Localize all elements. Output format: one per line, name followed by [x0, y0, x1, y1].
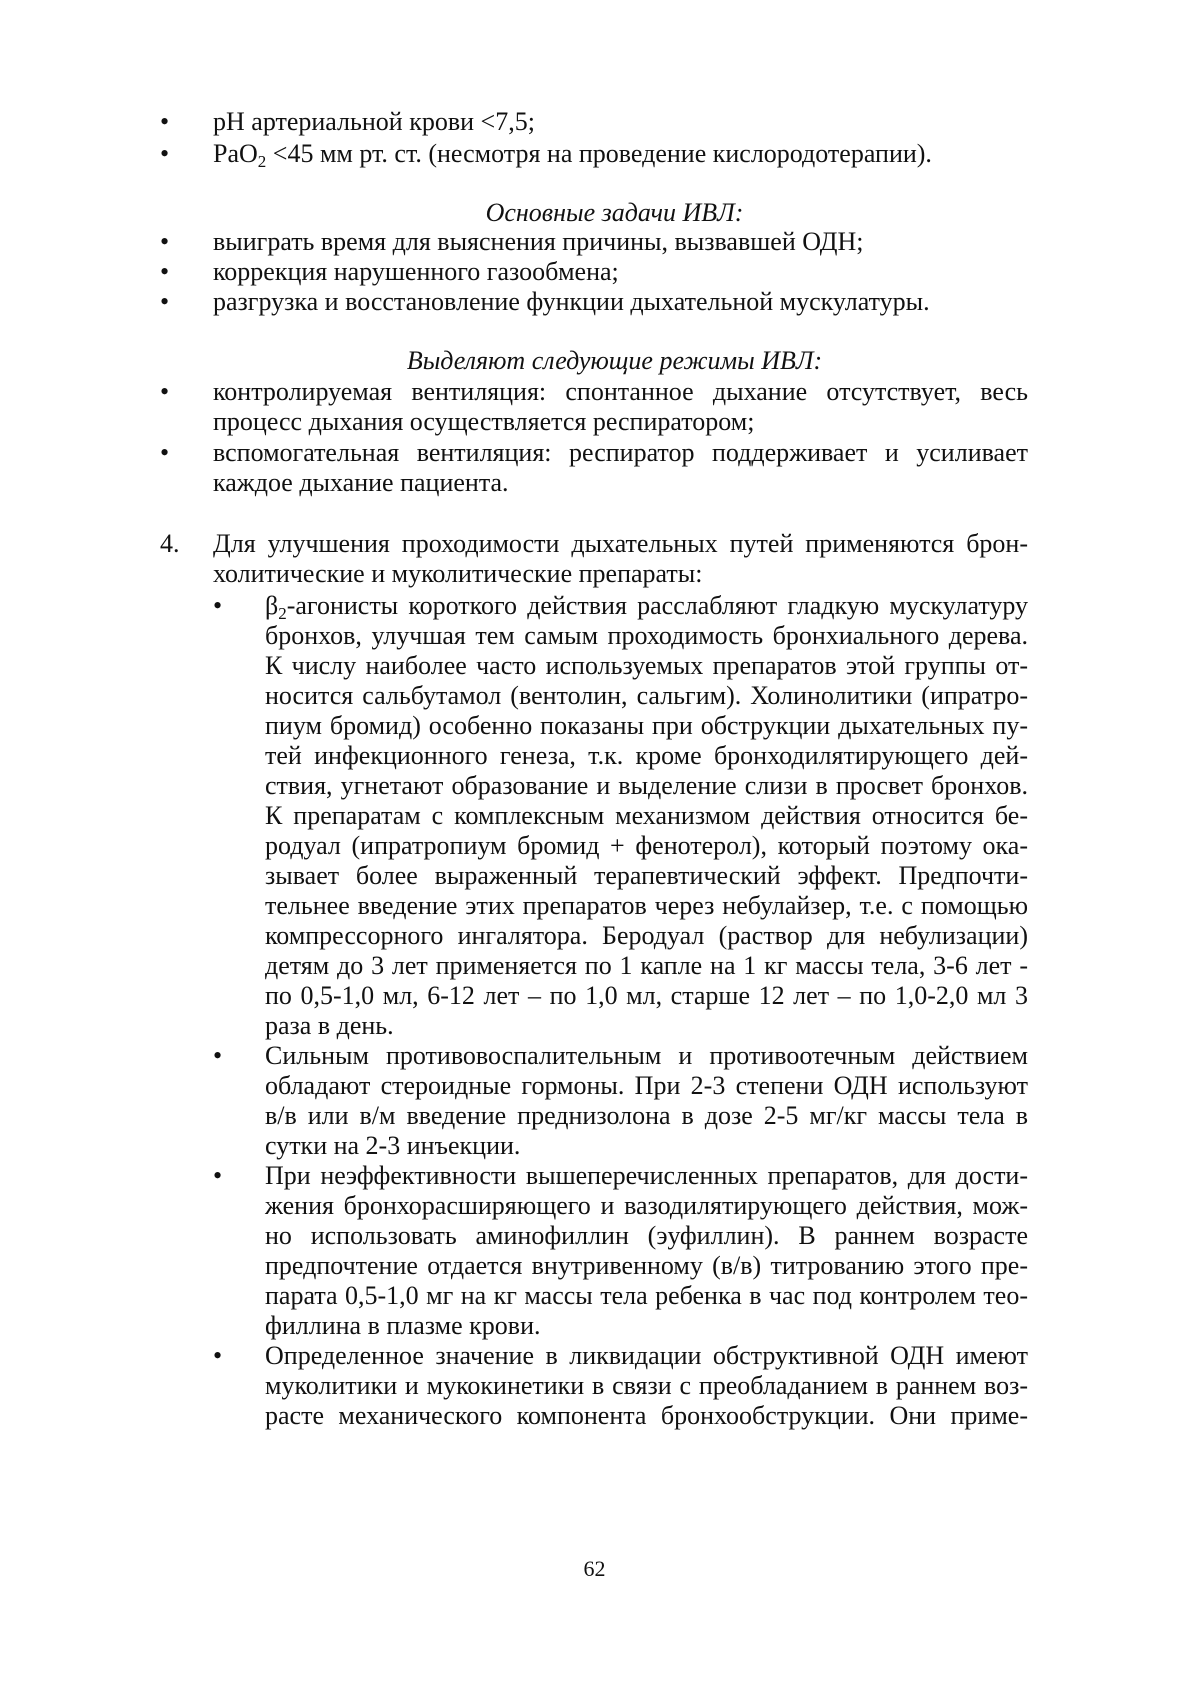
bullet-mark: •: [213, 591, 223, 620]
sub-list-item-text: но использовать аминофиллин (эуфиллин). В раннем возрасте: [265, 1221, 1028, 1250]
bullet-mark: •: [160, 227, 170, 256]
sub-list-item-text: Сильным противовоспалительным и противоотечным действием: [265, 1041, 1028, 1070]
list-item-text: PaO$_2$ <45 мм рт. ст. (несмотря на проведение кислородотерапии).: [213, 139, 932, 171]
sub-list-item-text: расте механического компонента бронхообструкции. Они приме-: [265, 1401, 1028, 1430]
list-item-text: выиграть время для выяснения причины, вызвавшей ОДН;: [213, 227, 864, 256]
sub-list-item-text: К числу наиболее часто используемых препаратов этой группы от-: [265, 651, 1028, 680]
item-number: 4.: [160, 529, 180, 558]
sub-list-item-text: в/в или в/м введение преднизолона в дозе 2-5 мг/кг массы тела в: [265, 1101, 1028, 1130]
list-item-text: коррекция нарушенного газообмена;: [213, 257, 619, 286]
sub-list-item-text: При неэффективности вышеперечисленных препаратов, для дости-: [265, 1161, 1028, 1190]
bullet-mark: •: [160, 107, 170, 136]
bullet-mark: •: [160, 377, 170, 406]
page-number: 62: [583, 1556, 606, 1581]
sub-list-item-text: К препаратам с комплексным механизмом действия относится бе-: [265, 801, 1028, 830]
section-heading-modes: Выделяют следующие режимы ИВЛ:: [406, 346, 823, 375]
sub-list-item-text: сутки на 2-3 инъекции.: [265, 1131, 521, 1160]
sub-list-item-text: муколитики и мукокинетики в связи с преобладанием в раннем воз-: [265, 1371, 1028, 1400]
section-heading-tasks: Основные задачи ИВЛ:: [485, 198, 744, 227]
list-item-text: контролируемая вентиляция: спонтанное дыхание отсутствует, весь: [213, 377, 1028, 406]
sub-list-item-text: жения бронхорасширяющего и вазодилятирующего действия, мож-: [265, 1191, 1028, 1220]
bullet-mark: •: [160, 139, 170, 168]
sub-list-item-text: предпочтение отдается внутривенному (в/в) титрованию этого пре-: [265, 1251, 1028, 1280]
sub-list-item-text: $\beta_2$-агонисты короткого действия расслабляют гладкую мускулатуру: [265, 591, 1028, 623]
sub-list-item-text: парата 0,5-1,0 мг на кг массы тела ребенка в час под контролем тео-: [265, 1281, 1028, 1310]
list-item-text: процесс дыхания осуществляется респиратором;: [213, 407, 755, 436]
bullet-mark: •: [160, 287, 170, 316]
bullet-mark: •: [213, 1161, 223, 1190]
sub-list-item-text: компрессорного ингалятора. Беродуал (раствор для небулизации): [265, 921, 1028, 950]
sub-list-item-text: зывает более выраженный терапевтический эффект. Предпочти-: [265, 861, 1028, 890]
list-item-text: pH артериальной крови <7,5;: [213, 107, 535, 136]
list-item-text: каждое дыхание пациента.: [213, 468, 509, 497]
numbered-item-text: холитические и муколитические препараты:: [213, 559, 703, 588]
sub-list-item-text: носится сальбутамол (вентолин, сальгим). Холинолитики (ипратро-: [265, 681, 1028, 710]
sub-list-item-text: филлина в плазме крови.: [265, 1311, 541, 1340]
bullet-mark: •: [213, 1341, 223, 1370]
list-item-text: вспомогательная вентиляция: респиратор поддерживает и усиливает: [213, 438, 1028, 467]
sub-list-item-text: родуал (ипратропиум бромид + фенотерол), который поэтому ока-: [265, 831, 1028, 860]
bullet-mark: •: [213, 1041, 223, 1070]
sub-list-item-text: Определенное значение в ликвидации обструктивной ОДН имеют: [265, 1341, 1028, 1370]
numbered-item-text: Для улучшения проходимости дыхательных путей применяются брон-: [213, 529, 1028, 558]
sub-list-item-text: детям до 3 лет применяется по 1 капле на 1 кг массы тела, 3-6 лет -: [265, 951, 1028, 980]
bullet-mark: •: [160, 438, 170, 467]
list-item-text: разгрузка и восстановление функции дыхательной мускулатуры.: [213, 287, 930, 316]
sub-list-item-text: обладают стероидные гормоны. При 2-3 степени ОДН используют: [265, 1071, 1028, 1100]
sub-list-item-text: пиум бромид) особенно показаны при обструкции дыхательных пу-: [265, 711, 1028, 740]
bullet-mark: •: [160, 257, 170, 286]
sub-list-item-text: ствия, угнетают образование и выделение слизи в просвет бронхов.: [265, 771, 1028, 800]
sub-list-item-text: тей инфекционного генеза, т.к. кроме бронходилятирующего дей-: [265, 741, 1028, 770]
sub-list-item-text: тельнее введение этих препаратов через небулайзер, т.е. с помощью: [265, 891, 1028, 920]
sub-list-item-text: по 0,5-1,0 мл, 6-12 лет – по 1,0 мл, старше 12 лет – по 1,0-2,0 мл 3: [265, 981, 1028, 1010]
sub-list-item-text: раза в день.: [265, 1011, 394, 1040]
sub-list-item-text: бронхов, улучшая тем самым проходимость бронхиального дерева.: [265, 621, 1028, 650]
